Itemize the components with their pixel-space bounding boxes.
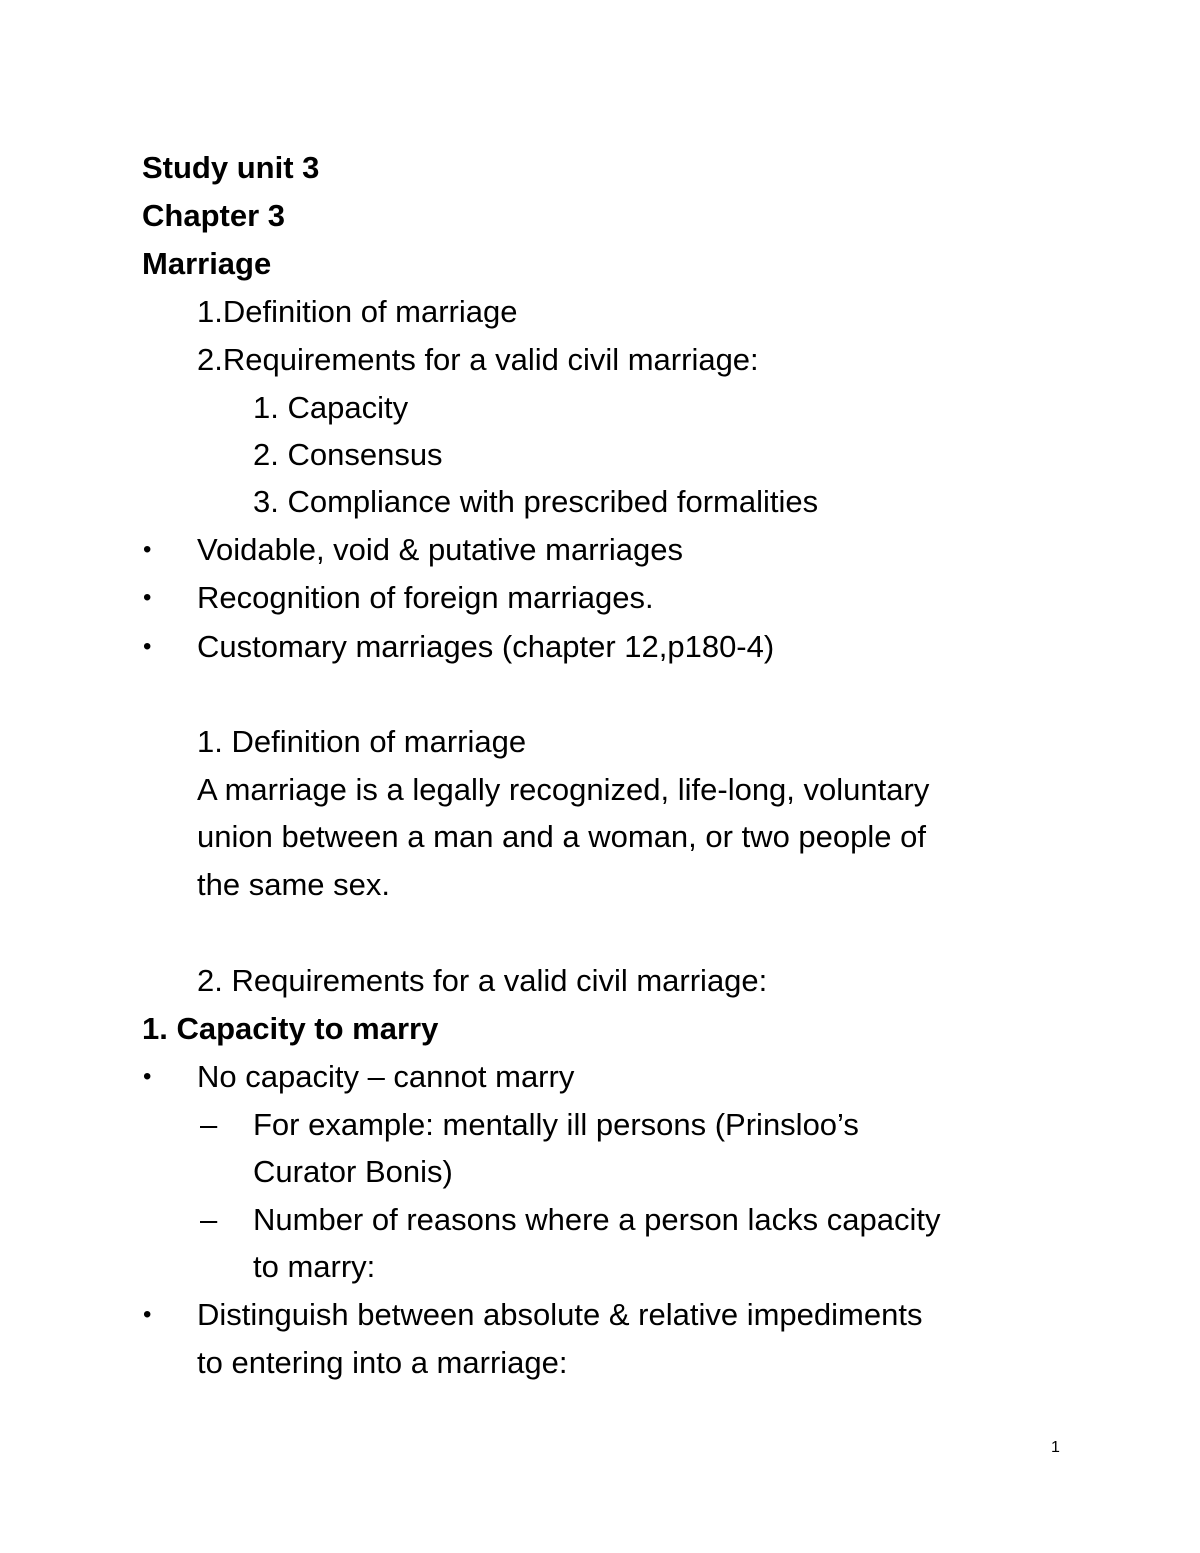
bullet-icon: • (143, 1301, 152, 1328)
dash-icon: – (200, 1107, 218, 1142)
definition-text-line: A marriage is a legally recognized, life-long, voluntary (197, 772, 930, 807)
outline-subitem-consensus: 2. Consensus (253, 437, 443, 472)
bullet-icon: • (143, 1063, 152, 1090)
outline-item-requirements: 2.Requirements for a valid civil marriage: (197, 342, 759, 377)
outline-item-definition: 1.Definition of marriage (197, 294, 518, 329)
impediments-line: Distinguish between absolute & relative impediments (197, 1297, 923, 1332)
outline-bullet-foreign: Recognition of foreign marriages. (197, 580, 654, 615)
capacity-heading: 1. Capacity to marry (142, 1011, 439, 1046)
page-number: 1 (1051, 1439, 1060, 1456)
dash-icon: – (200, 1202, 218, 1237)
impediments-line: to entering into a marriage: (197, 1345, 568, 1380)
requirements-heading: 2. Requirements for a valid civil marriage: (197, 963, 768, 998)
definition-heading: 1. Definition of marriage (197, 724, 527, 759)
outline-bullet-voidable: Voidable, void & putative marriages (197, 532, 683, 567)
title-chapter: Chapter 3 (142, 198, 285, 233)
outline-bullet-customary: Customary marriages (chapter 12,p180-4) (197, 629, 775, 664)
definition-text-line: the same sex. (197, 867, 390, 902)
example-line: For example: mentally ill persons (Prinsloo’s (253, 1107, 859, 1142)
reasons-line: Number of reasons where a person lacks capacity (253, 1202, 941, 1237)
title-study-unit: Study unit 3 (142, 150, 320, 185)
reasons-line: to marry: (253, 1249, 376, 1284)
example-line: Curator Bonis) (253, 1154, 453, 1189)
title-topic: Marriage (142, 246, 272, 281)
outline-subitem-capacity: 1. Capacity (253, 390, 409, 425)
no-capacity-bullet: No capacity – cannot marry (197, 1059, 575, 1094)
definition-text-line: union between a man and a woman, or two people of (197, 819, 926, 854)
bullet-icon: • (143, 536, 152, 563)
outline-subitem-formalities: 3. Compliance with prescribed formalities (253, 484, 819, 519)
bullet-icon: • (143, 633, 152, 660)
bullet-icon: • (143, 584, 152, 611)
